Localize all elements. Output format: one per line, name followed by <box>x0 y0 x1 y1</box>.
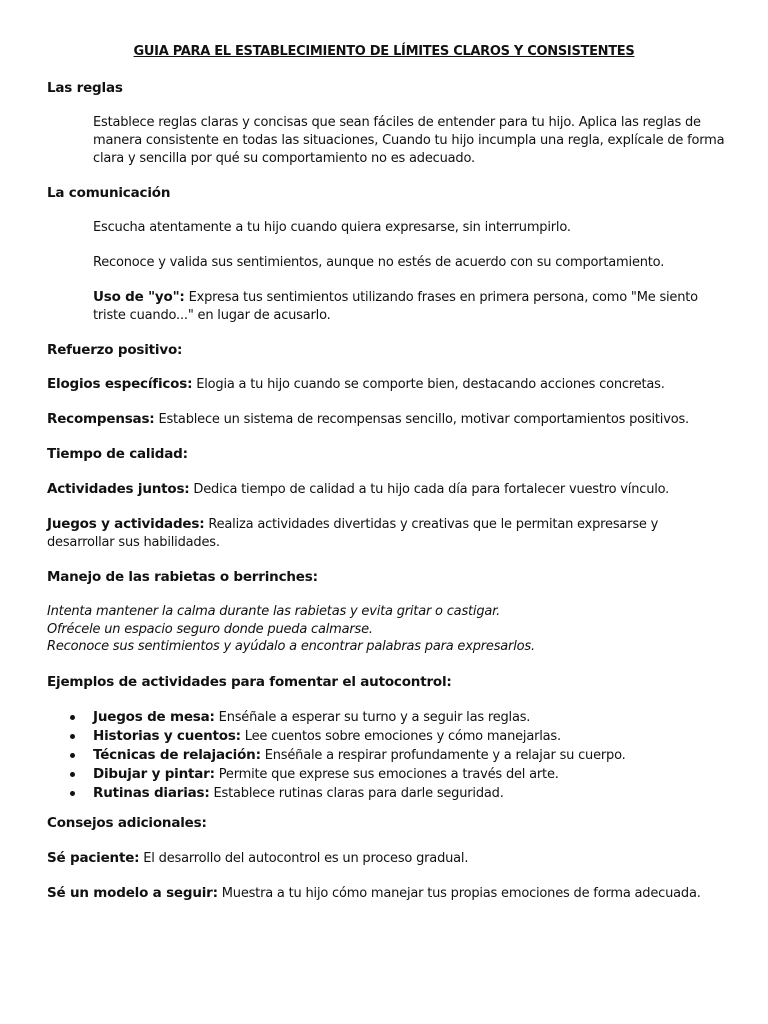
list-item-label: Historias y cuentos: <box>93 728 241 744</box>
list-item <box>70 708 626 727</box>
recompensas-paragraph <box>47 410 689 429</box>
rabietas-line-2: Ofrécele un espacio seguro donde pueda calmarse. <box>47 622 373 637</box>
list-item <box>70 765 626 784</box>
uso-yo-label: Uso de "yo": <box>93 289 185 305</box>
comunicacion-paragraph-1: Escucha atentamente a tu hijo cuando quiera expresarse, sin interrumpirlo. <box>93 220 571 235</box>
bullet-icon <box>70 734 75 739</box>
rabietas-line-1: Intenta mantener la calma durante las rabietas y evita gritar o castigar. <box>47 604 501 619</box>
ejemplos-list <box>70 708 626 803</box>
comunicacion-paragraph-3 <box>93 288 728 325</box>
list-item-label: Juegos de mesa: <box>93 709 215 725</box>
heading-comunicacion: La comunicación <box>47 185 171 201</box>
actividades-paragraph <box>47 480 669 499</box>
bullet-icon <box>70 772 75 777</box>
elogios-paragraph <box>47 375 665 394</box>
juegos-text: Realiza actividades divertidas y creativas que le permitan expresarse y desarrollar sus habilidades. <box>47 517 659 550</box>
heading-reglas: Las reglas <box>47 80 123 96</box>
list-item <box>70 746 626 765</box>
heading-rabietas: Manejo de las rabietas o berrinches: <box>47 569 318 585</box>
bullet-icon <box>70 715 75 720</box>
heading-ejemplos: Ejemplos de actividades para fomentar el autocontrol: <box>47 674 452 690</box>
rabietas-line-3: Reconoce sus sentimientos y ayúdalo a encontrar palabras para expresarlos. <box>47 639 535 654</box>
heading-refuerzo: Refuerzo positivo: <box>47 342 183 358</box>
elogios-text: Elogia a tu hijo cuando se comporte bien, destacando acciones concretas. <box>192 377 665 392</box>
paciente-label: Sé paciente: <box>47 850 140 866</box>
list-item-label: Técnicas de relajación: <box>93 747 261 763</box>
list-item-text: Enséñale a esperar su turno y a seguir las reglas. <box>214 710 531 725</box>
document-title: GUIA PARA EL ESTABLECIMIENTO DE LÍMITES CLAROS Y CONSISTENTES <box>133 44 635 59</box>
list-item-text: Enséñale a respirar profundamente y a relajar su cuerpo. <box>260 748 626 763</box>
bullet-icon <box>70 791 75 796</box>
modelo-label: Sé un modelo a seguir: <box>47 885 218 901</box>
actividades-label: Actividades juntos: <box>47 481 190 497</box>
list-item-text: Lee cuentos sobre emociones y cómo manejarlas. <box>240 729 561 744</box>
paciente-paragraph <box>47 849 468 868</box>
recompensas-label: Recompensas: <box>47 411 155 427</box>
paciente-text: El desarrollo del autocontrol es un proceso gradual. <box>139 851 469 866</box>
list-item-label: Rutinas diarias: <box>93 785 210 801</box>
list-item-label: Dibujar y pintar: <box>93 766 215 782</box>
bullet-icon <box>70 753 75 758</box>
reglas-paragraph: Establece reglas claras y concisas que sean fáciles de entender para tu hijo. Aplica las reglas de manera consistente en todas las situaciones, Cuando tu hijo incumpla una regla, explícale de forma clara y sencilla por qué su comportamiento no es adecuado. <box>93 115 725 166</box>
heading-consejos: Consejos adicionales: <box>47 815 207 831</box>
list-item-text: Permite que exprese sus emociones a través del arte. <box>214 767 559 782</box>
recompensas-text: Establece un sistema de recompensas sencillo, motivar comportamientos positivos. <box>154 412 689 427</box>
modelo-paragraph <box>47 884 701 903</box>
actividades-text: Dedica tiempo de calidad a tu hijo cada día para fortalecer vuestro vínculo. <box>189 482 670 497</box>
list-item <box>70 727 626 746</box>
modelo-text: Muestra a tu hijo cómo manejar tus propias emociones de forma adecuada. <box>217 886 701 901</box>
uso-yo-text: Expresa tus sentimientos utilizando frases en primera persona, como "Me siento triste cuando..." en lugar de acusarlo. <box>93 290 698 323</box>
heading-tiempo: Tiempo de calidad: <box>47 446 188 462</box>
list-item-text: Establece rutinas claras para darle seguridad. <box>209 786 504 801</box>
juegos-paragraph <box>47 515 727 552</box>
list-item <box>70 784 626 803</box>
comunicacion-paragraph-2: Reconoce y valida sus sentimientos, aunque no estés de acuerdo con su comportamiento. <box>93 255 665 270</box>
juegos-label: Juegos y actividades: <box>47 516 205 532</box>
elogios-label: Elogios específicos: <box>47 376 193 392</box>
